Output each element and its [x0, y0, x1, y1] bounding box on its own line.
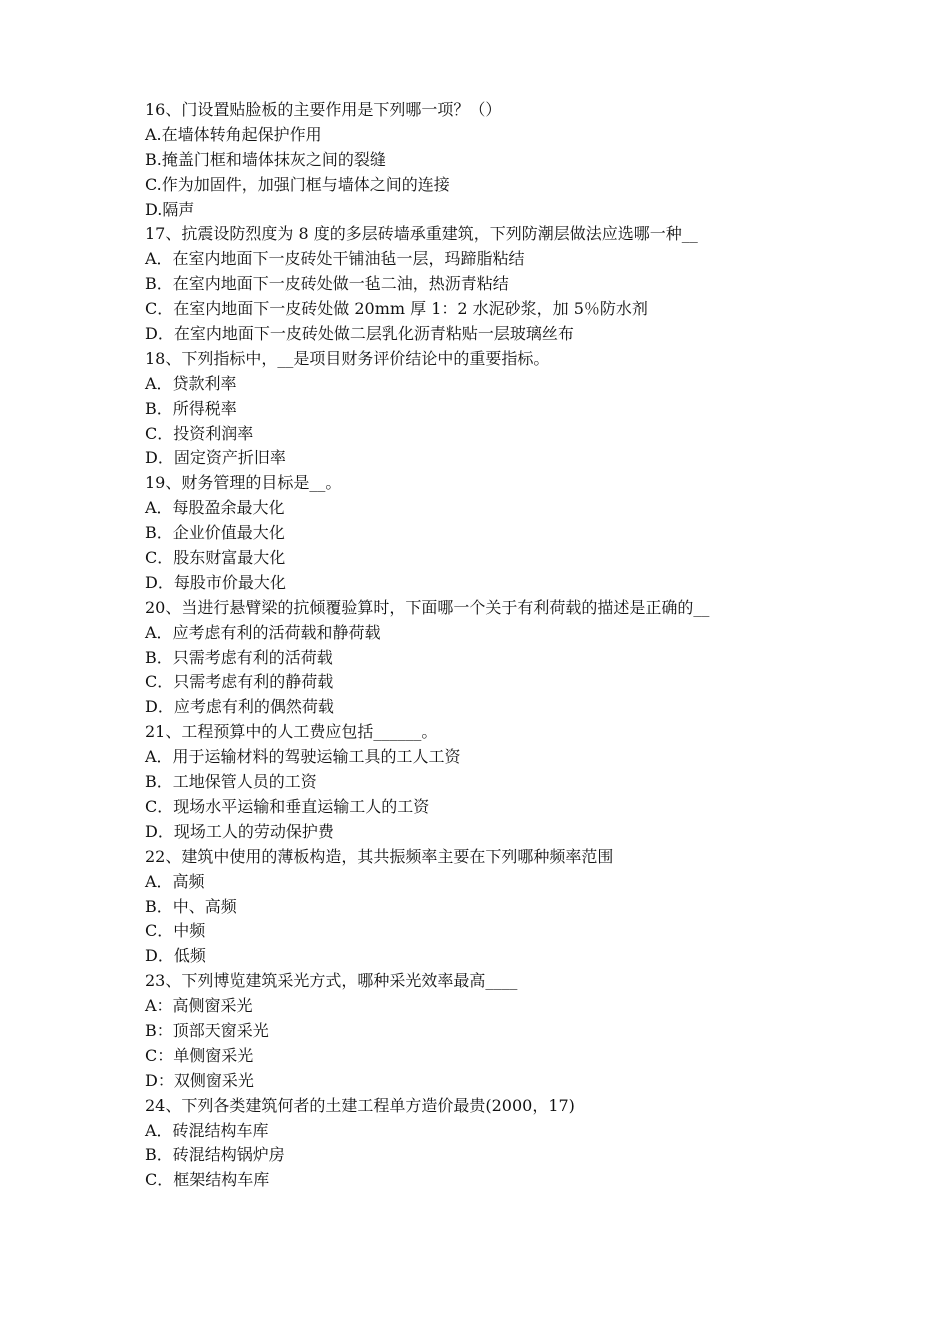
- option-c: C．在室内地面下一皮砖处做 20mm 厚 1：2 水泥砂浆，加 5％防水剂: [145, 299, 648, 319]
- option-a: A．砖混结构车库: [145, 1120, 269, 1140]
- option-c: C.作为加固件，加强门框与墙体之间的连接: [145, 174, 450, 194]
- option-a: A．高频: [145, 871, 205, 891]
- option-c: C．中频: [145, 921, 206, 941]
- option-b: B．工地保管人员的工资: [145, 772, 317, 792]
- question-stem: 18、下列指标中，__是项目财务评价结论中的重要指标。: [145, 348, 550, 368]
- question-stem: 17、抗震设防烈度为 8 度的多层砖墙承重建筑，下列防潮层做法应选哪一种__: [145, 224, 698, 244]
- option-b: B.掩盖门框和墙体抹灰之间的裂缝: [145, 149, 386, 169]
- option-a: A．在室内地面下一皮砖处干铺油毡一层，玛蹄脂粘结: [145, 249, 525, 269]
- option-d: D．现场工人的劳动保护费: [145, 821, 334, 841]
- option-a: A．每股盈余最大化: [145, 498, 285, 518]
- option-b: B．企业价值最大化: [145, 523, 285, 543]
- question-21: [145, 720, 845, 844]
- question-18: [145, 347, 845, 471]
- option-a: A．贷款利率: [145, 373, 237, 393]
- question-16: [145, 98, 845, 222]
- question-stem: 22、建筑中使用的薄板构造，其共振频率主要在下列哪种频率范围: [145, 846, 614, 866]
- question-19: [145, 471, 845, 595]
- option-d: D．固定资产折旧率: [145, 448, 286, 468]
- option-a: A．应考虑有利的活荷载和静荷载: [145, 622, 381, 642]
- option-b: B．所得税率: [145, 398, 237, 418]
- question-24: [145, 1094, 845, 1194]
- option-d: D.隔声: [145, 199, 195, 219]
- option-c: C．股东财富最大化: [145, 548, 286, 568]
- question-23: [145, 969, 845, 1093]
- option-c: C．框架结构车库: [145, 1170, 270, 1190]
- option-b: B．在室内地面下一皮砖处做一毡二油，热沥青粘结: [145, 274, 509, 294]
- question-list: [145, 98, 845, 1193]
- question-20: [145, 596, 845, 720]
- option-c: C．现场水平运输和垂直运输工人的工资: [145, 796, 430, 816]
- question-stem: 16、门设置贴脸板的主要作用是下列哪一项？（）: [145, 100, 502, 119]
- question-stem: 20、当进行悬臂梁的抗倾覆验算时，下面哪一个关于有利荷载的描述是正确的__: [145, 597, 710, 617]
- question-17: [145, 222, 845, 346]
- question-stem: 24、下列各类建筑何者的土建工程单方造价最贵(2000，17): [145, 1095, 575, 1115]
- question-stem: 21、工程预算中的人工费应包括______。: [145, 722, 438, 742]
- option-c: C．投资利润率: [145, 423, 254, 443]
- option-d: D．低频: [145, 946, 206, 966]
- option-a: A．用于运输材料的驾驶运输工具的工人工资: [145, 747, 461, 767]
- option-d: D．应考虑有利的偶然荷载: [145, 697, 334, 717]
- option-a: A.在墙体转角起保护作用: [145, 124, 322, 144]
- option-d: D．在室内地面下一皮砖处做二层乳化沥青粘贴一层玻璃丝布: [145, 324, 574, 344]
- option-b: B．中、高频: [145, 896, 237, 916]
- question-stem: 23、下列博览建筑采光方式，哪种采光效率最高____: [145, 971, 518, 991]
- option-d: D：双侧窗采光: [145, 1070, 254, 1090]
- question-stem: 19、财务管理的目标是__。: [145, 473, 342, 493]
- question-22: [145, 845, 845, 969]
- option-c: C：单侧窗采光: [145, 1045, 254, 1065]
- option-a: A：高侧窗采光: [145, 996, 253, 1016]
- option-b: B：顶部天窗采光: [145, 1020, 269, 1040]
- option-b: B．砖混结构锅炉房: [145, 1145, 285, 1165]
- option-c: C．只需考虑有利的静荷载: [145, 672, 334, 692]
- option-b: B．只需考虑有利的活荷载: [145, 647, 333, 667]
- option-d: D．每股市价最大化: [145, 572, 286, 592]
